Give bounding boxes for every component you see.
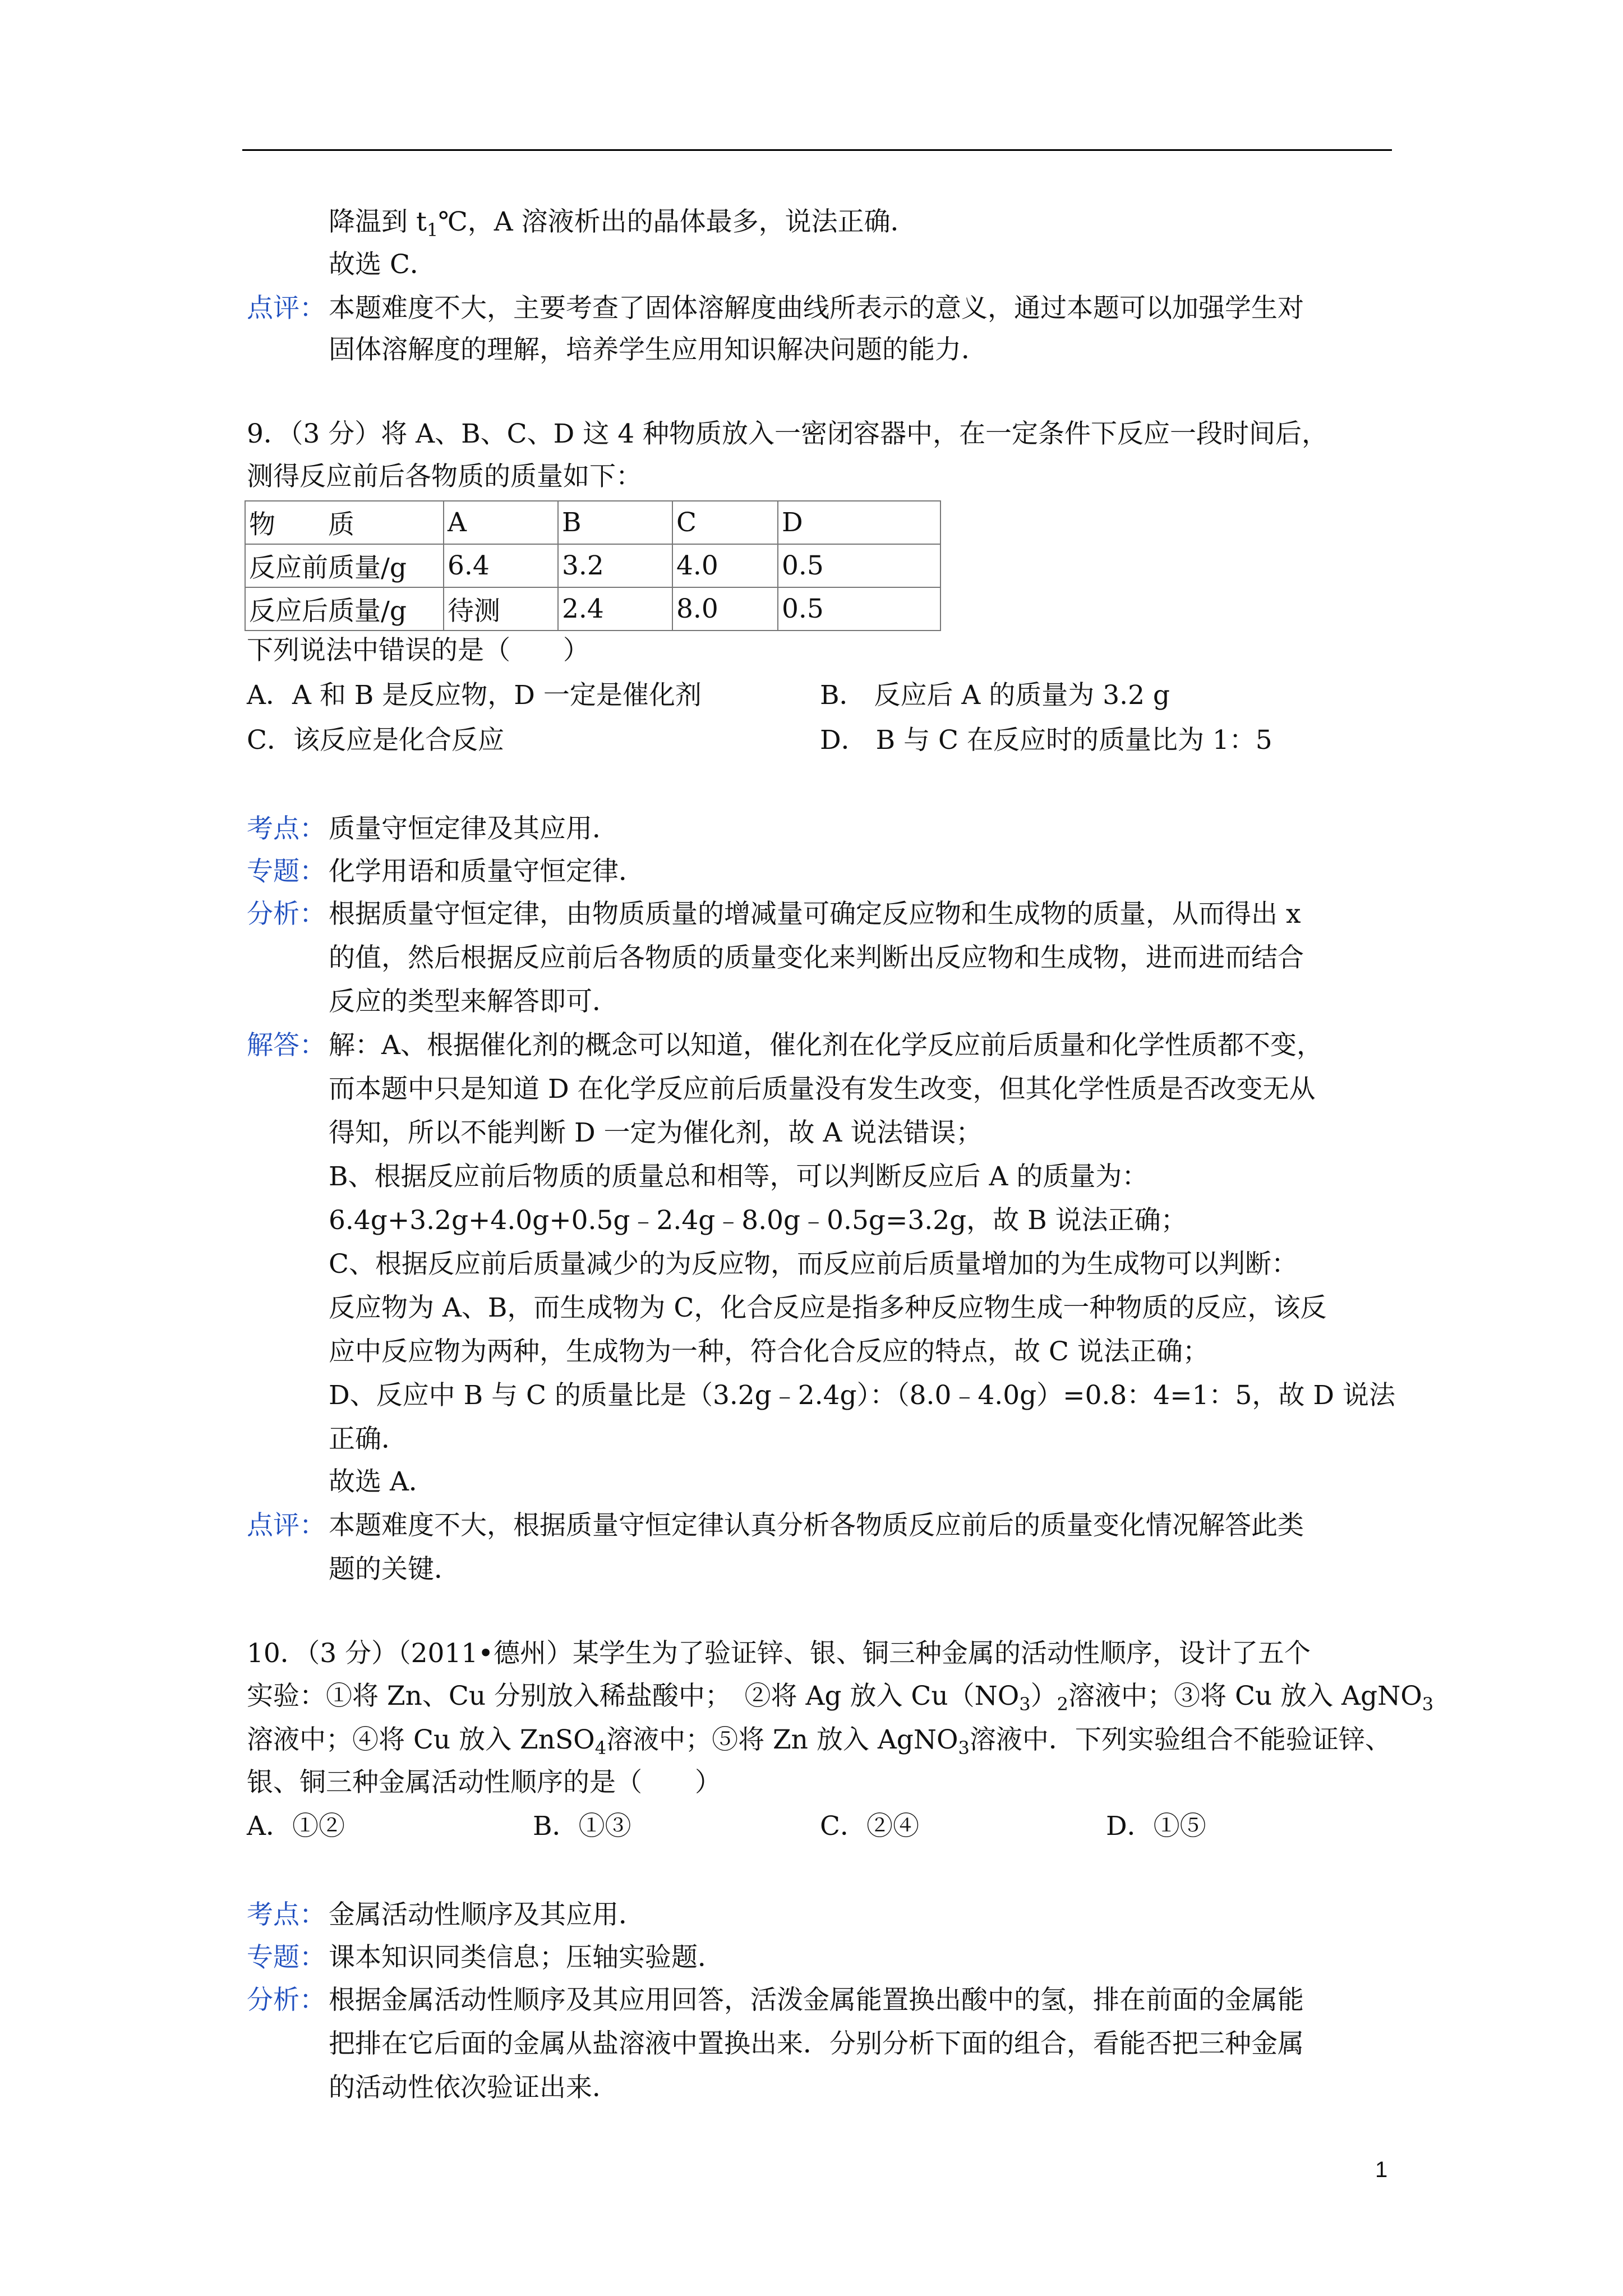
- solution-line: 解：A、根据催化剂的概念可以知道，催化剂在化学反应前后质量和化学性质都不变，: [329, 1030, 1323, 1061]
- text-segment: 溶液中；④将 Cu 放入 ZnSO: [247, 1724, 595, 1755]
- q9-question: 下列说法中错误的是（ ）: [247, 635, 589, 666]
- header-rule: [242, 149, 1392, 151]
- table-row: [245, 587, 940, 631]
- fenxi-label: 分析：: [247, 1985, 326, 2016]
- text-segment: ℃，A 溶液析出的晶体最多，说法正确．: [438, 206, 917, 237]
- table-cell: 0.5: [778, 544, 940, 587]
- q9-stem: 测得反应前后各物质的质量如下：: [247, 461, 642, 492]
- zhuanti-label: 专题：: [247, 1942, 326, 1973]
- analysis-line: 的值，然后根据反应前后各物质的质量变化来判断出反应物和生成物，进而进而结合: [329, 942, 1304, 973]
- solution-line: 应中反应物为两种，生成物为一种，符合化合反应的特点，故 C 说法正确；: [329, 1336, 1209, 1367]
- solution-line: B、根据反应前后物质的质量总和相等，可以判断反应后 A 的质量为：: [329, 1161, 1149, 1192]
- zhuanti-text: 化学用语和质量守恒定律．: [329, 856, 645, 887]
- table-cell: 反应后质量/g: [245, 587, 444, 631]
- prev-answer-line: [329, 205, 917, 239]
- table-cell: 8.0: [672, 587, 778, 631]
- table-header-row: [245, 501, 940, 544]
- zhuanti-text: 课本知识同类信息；压轴实验题．: [329, 1942, 724, 1973]
- prev-choice-line: 故选 C．: [329, 249, 436, 280]
- table-cell: 4.0: [672, 544, 778, 587]
- solution-line: 6.4g+3.2g+4.0g+0.5g﹣2.4g﹣8.0g﹣0.5g=3.2g，故 B 说法正确；: [329, 1205, 1187, 1236]
- table-cell: 物 质: [245, 501, 444, 544]
- table-cell: C: [672, 501, 778, 544]
- option-a: A．①②: [247, 1811, 345, 1842]
- q10-stem: 10．（3 分）（2011•德州）某学生为了验证锌、银、铜三种金属的活动性顺序，设计了五个: [247, 1638, 1311, 1669]
- subscript: 4: [594, 1737, 607, 1759]
- comment-label: 点评：: [247, 293, 326, 324]
- analysis-line: 的活动性依次验证出来．: [329, 2072, 619, 2103]
- fenxi-label: 分析：: [247, 899, 326, 930]
- table-cell: 2.4: [558, 587, 672, 631]
- solution-line: D、反应中 B 与 C 的质量比是（3.2g﹣2.4g）：（8.0﹣4.0g）=0.8：4=1：5，故 D 说法: [329, 1380, 1395, 1411]
- solution-line: C、根据反应前后质量减少的为反应物，而反应前后质量增加的为生成物可以判断：: [329, 1249, 1298, 1280]
- text-segment: 溶液中；⑤将 Zn 放入 AgNO: [606, 1724, 958, 1755]
- comment-line: 本题难度不大，主要考查了固体溶解度曲线所表示的意义，通过本题可以加强学生对: [329, 293, 1304, 324]
- comment-line: 固体溶解度的理解，培养学生应用知识解决问题的能力．: [329, 334, 988, 365]
- option-c: C．该反应是化合反应: [247, 725, 504, 756]
- subscript: 3: [1422, 1694, 1434, 1715]
- q10-stem: [247, 1680, 1433, 1713]
- kaodian-text: 金属活动性顺序及其应用．: [329, 1899, 645, 1930]
- table-row: [245, 544, 940, 587]
- q9-stem: 9．（3 分）将 A、B、C、D 这 4 种物质放入一密闭容器中，在一定条件下反应一段时间后，: [247, 418, 1329, 449]
- solution-line: 正确．: [329, 1424, 408, 1455]
- kaodian-label: 考点：: [247, 813, 326, 844]
- table-cell: 6.4: [444, 544, 558, 587]
- text-segment: 实验：①将 Zn、Cu 分别放入稀盐酸中； ②将 Ag 放入 Cu（NO: [247, 1681, 1020, 1711]
- dianping-label: 点评：: [247, 1510, 326, 1541]
- q10-stem: 银、铜三种金属活动性顺序的是（ ）: [247, 1767, 721, 1798]
- option-b: B． 反应后 A 的质量为 3.2 g: [820, 680, 1170, 711]
- analysis-line: 把排在它后面的金属从盐溶液中置换出来．分别分析下面的组合，看能否把三种金属: [329, 2028, 1304, 2059]
- comment-line: 本题难度不大，根据质量守恒定律认真分析各物质反应前后的质量变化情况解答此类: [329, 1510, 1304, 1541]
- analysis-line: 反应的类型来解答即可．: [329, 986, 619, 1017]
- table-cell: 0.5: [778, 587, 940, 631]
- kaodian-label: 考点：: [247, 1899, 326, 1930]
- kaodian-text: 质量守恒定律及其应用．: [329, 813, 619, 844]
- text-segment: ）: [1030, 1681, 1057, 1711]
- text-segment: 降温到 t: [329, 206, 427, 237]
- solution-line: 得知，所以不能判断 D 一定为催化剂，故 A 说法错误；: [329, 1117, 983, 1148]
- table-cell: A: [444, 501, 558, 544]
- subscript: 3: [958, 1737, 970, 1759]
- table-cell: D: [778, 501, 940, 544]
- zhuanti-label: 专题：: [247, 856, 326, 887]
- option-d: D．①⑤: [1106, 1811, 1206, 1842]
- table-cell: B: [558, 501, 672, 544]
- option-a: A．A 和 B 是反应物，D 一定是催化剂: [247, 680, 702, 711]
- analysis-line: 根据金属活动性顺序及其应用回答，活泼金属能置换出酸中的氢，排在前面的金属能: [329, 1985, 1304, 2016]
- table-cell: 反应前质量/g: [245, 544, 444, 587]
- table-cell: 待测: [444, 587, 558, 631]
- option-c: C．②④: [820, 1811, 919, 1842]
- option-d: D． B 与 C 在反应时的质量比为 1：5: [820, 725, 1272, 756]
- solution-line: 而本题中只是知道 D 在化学反应前后质量没有发生改变，但其化学性质是否改变无从: [329, 1074, 1316, 1105]
- q10-stem: [247, 1723, 1391, 1757]
- page-number: 1: [1375, 2157, 1388, 2182]
- subscript: 3: [1019, 1694, 1031, 1715]
- solution-line: 反应物为 A、B，而生成物为 C，化合反应是指多种反应物生成一种物质的反应，该反: [329, 1292, 1327, 1323]
- jieda-label: 解答：: [247, 1030, 326, 1061]
- solution-line: 故选 A．: [329, 1466, 435, 1497]
- analysis-line: 根据质量守恒定律，由物质质量的增减量可确定反应物和生成物的质量，从而得出 x: [329, 899, 1301, 930]
- subscript: 2: [1057, 1694, 1068, 1715]
- text-segment: 溶液中；③将 Cu 放入 AgNO: [1068, 1681, 1422, 1711]
- text-segment: 溶液中．下列实验组合不能验证锌、: [969, 1724, 1391, 1755]
- comment-line: 题的关键．: [329, 1554, 460, 1585]
- option-b: B．①③: [533, 1811, 631, 1842]
- subscript: 1: [426, 219, 439, 241]
- mass-table: [245, 500, 941, 631]
- table-cell: 3.2: [558, 544, 672, 587]
